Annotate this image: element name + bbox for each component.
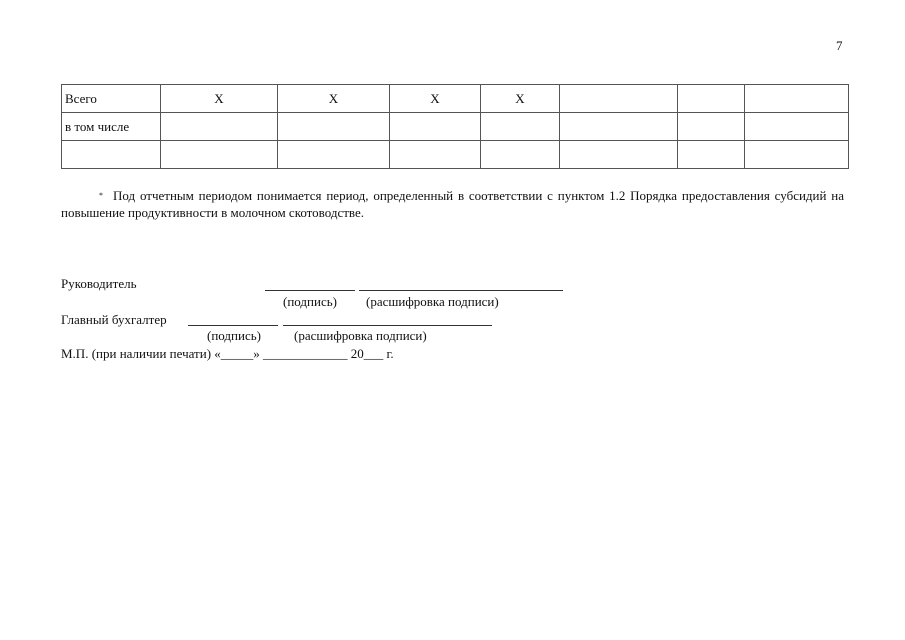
chief-decode-line bbox=[283, 325, 492, 326]
table-cell bbox=[745, 113, 849, 141]
table-cell bbox=[161, 141, 278, 169]
table-cell bbox=[560, 113, 678, 141]
row-label: в том числе bbox=[62, 113, 161, 141]
report-table bbox=[61, 84, 849, 169]
table-cell bbox=[560, 85, 678, 113]
table-cell bbox=[678, 141, 745, 169]
table-cell: X bbox=[390, 85, 481, 113]
table-cell bbox=[278, 141, 390, 169]
table-cell bbox=[278, 113, 390, 141]
table-cell bbox=[481, 113, 560, 141]
table-cell bbox=[390, 141, 481, 169]
chief-signature-line bbox=[188, 325, 278, 326]
page-number: 7 bbox=[836, 38, 843, 53]
footnote bbox=[61, 187, 844, 221]
chief-decode-caption: (расшифровка подписи) bbox=[294, 328, 427, 343]
stamp-date-line: М.П. (при наличии печати) «_____» _____________ 20___ г. bbox=[61, 346, 394, 361]
head-label: Руководитель bbox=[61, 276, 137, 291]
table-cell: X bbox=[481, 85, 560, 113]
table-cell bbox=[745, 85, 849, 113]
footnote-marker: * bbox=[99, 191, 103, 200]
row-label: Всего bbox=[62, 85, 161, 113]
head-decode-caption: (расшифровка подписи) bbox=[366, 294, 499, 309]
table-cell bbox=[481, 141, 560, 169]
table-cell: X bbox=[161, 85, 278, 113]
row-label bbox=[62, 141, 161, 169]
chief-accountant-label: Главный бухгалтер bbox=[61, 312, 167, 327]
table-cell: X bbox=[278, 85, 390, 113]
head-sign-caption: (подпись) bbox=[283, 294, 337, 309]
head-decode-line bbox=[359, 290, 563, 291]
table-cell bbox=[678, 113, 745, 141]
table-row bbox=[62, 141, 849, 169]
head-signature-line bbox=[265, 290, 355, 291]
table-cell bbox=[678, 85, 745, 113]
table-cell bbox=[560, 141, 678, 169]
chief-sign-caption: (подпись) bbox=[207, 328, 261, 343]
table-cell bbox=[161, 113, 278, 141]
table-row bbox=[62, 85, 849, 113]
table-cell bbox=[390, 113, 481, 141]
footnote-text: Под отчетным периодом понимается период, определенный в соответствии с пунктом 1.2 Порядка предоставления субсидий на повышение продуктивности в молочном скотоводстве. bbox=[61, 188, 844, 220]
table-row bbox=[62, 113, 849, 141]
table-cell bbox=[745, 141, 849, 169]
